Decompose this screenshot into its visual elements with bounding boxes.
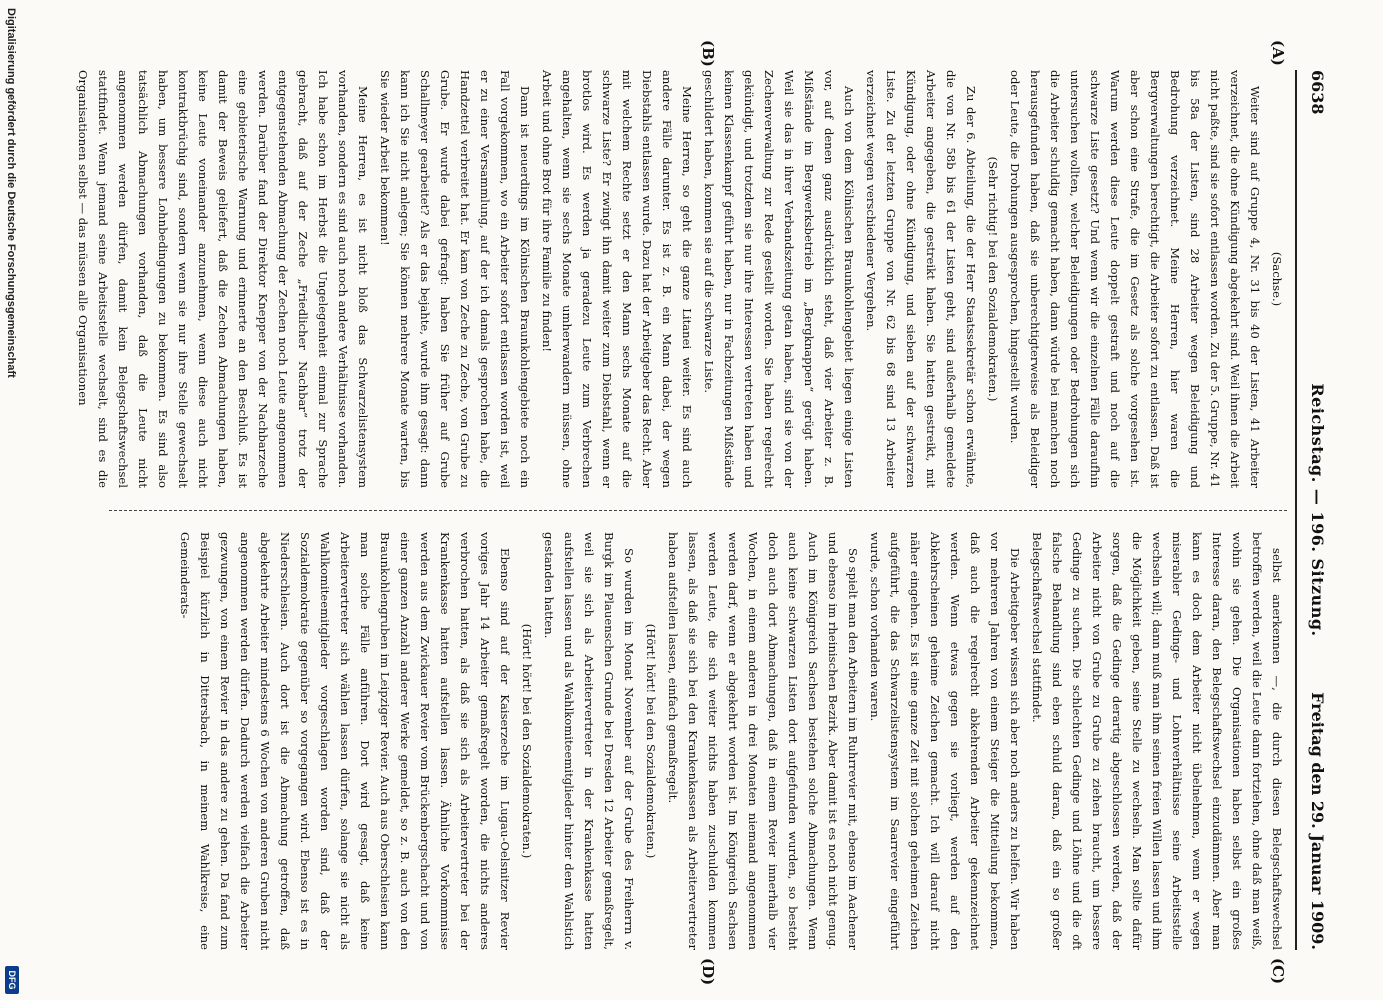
paragraph: Meine Herren, so geht die ganze Litanei weiter. Es sind auch andere Fälle darunter. Es ist z. B. ein Mann dabei, der wegen Diebstahls entlassen wurde. Dazu hat der Arbeitgeber das Recht. Aber mit welchem Rechte setzt er den Mann sechs Monate auf die schwarze Liste? Er zwingt ihn damit weiter zum Diebstahl, wenn er brotlos wird. Es werden ja geradezu Leute zum Verbrechen angehalten, wenn sie sechs Monate umherwandern müssen, ohne Arbeit und ohne Brot für ihre Familie zu finden! — [540, 70, 694, 488]
page-footer — [1, 0, 19, 1000]
paragraph: selbst anerkennen —, die durch diesen Belegschaftswechsel betroffen werden, weil die Leute dann fortziehen, ohne daß man weiß, wohin sie gehen. Die Organisationen haben selbst ein großes Interesse daran, den Belegschaftswechsel einzudämmen. Aber man kann es doch dem Arbeiter nicht übelnehmen, wenn er wegen miserabler Gedinge- und Lohnverhältnisse seine Arbeitsstelle wechseln will; dann muß man ihm seinen freien Willen lassen und ihm die Möglichkeit geben, seine Stelle zu wechseln. Man sollte dafür sorgen, daß die Gedinge derartig abgeschlossen werden, daß der Arbeiter nicht von Grube zu Grube zu ziehen braucht, um bessere Gedinge zu suchen. Die schlechten Gedinge und Löhne und die oft falsche Behandlung sind eben schuld daran, daß ein so großer Belegschaftswechsel stattfindet. — [1030, 532, 1284, 950]
paragraph: Meine Herren, es ist nicht bloß das Schwarzelistensystem vorhanden, sondern es sind auch noch andere Verhältnisse vorhanden. Ich habe schon im Herbst die Ungelegenheit einmal zur Sprache gebracht, daß auf der Zeche „Friedlicher Nachbar“ trotz der entgegenstehenden Abmachung der Zechen noch Leute angenommen werden. Darüber fand der Direktor Knepper von der Nachbarzeche eine gebieterische Warnung und erinnerte an den Beschluß. Es ist damit der Beweis geliefert, daß die Zechen Abmachungen haben, keine Leute voneinander anzunehmen, wenn diese auch nicht kontraktbrüchig sind, sondern wenn sie nur ihre Stelle gewechselt haben, um bessere Lohnbedingungen zu bekommen. Es sind also tatsächlich Abmachungen vorhanden, daß die Leute nicht angenommen werden dürfen, damit kein Belegschaftswechsel stattfindet. Wenn jemand seine Arbeitsstelle wechselt, sind es die Organisationen selbst — das müssen alle Organisationen — [76, 70, 370, 488]
session-date: Freitag den 29. Januar 1909. — [1308, 692, 1327, 950]
margin-marker-b: (B) — [699, 40, 717, 67]
paragraph: Die Arbeitgeber wissen sich aber noch anders zu helfen. Wir haben vor mehreren Jahren von einem Steiger die Mitteilung bekommen, daß auch die regelrecht abkehrenden Arbeiter gekennzeichnet werden. Wenn etwas gegen sie vorliegt, werden auf den Abkehrscheinen geheime Zeichen gemacht. Ich will darauf nicht näher eingehen. Es ist eine ganze Zeit mit solchen geheimen Zeichen aufgeführt, die das Schwarzelistensystem im Saarrevier eingeführt wurde, schon vorhanden waren. — [868, 532, 1022, 950]
paragraph: Zu der 6. Abteilung, die der Herr Staatssekretär schon erwähnte, die von Nr. 58b bis 61 der Listen geht, sind außerhalb gemeldete Arbeiter angegeben, die gestreikt haben. Sie hatten gestreikt, mit Kündigung, oder ohne Kündigung, und sieben auf der schwarzen Liste. Zu der letzten Gruppe von Nr. 62 bis 68 sind 13 Arbeiter verzeichnet wegen verschiedener Vergehen. — [864, 70, 978, 488]
paragraph: Weiter sind auf Gruppe 4, Nr. 31 bis 40 der Listen, 41 Arbeiter verzeichnet, die ohne Kündigung abgekehrt sind. Weil ihnen die Arbeit nicht paßte, sind sie sofort entlassen worden. Zu der 5. Gruppe, Nr. 41 bis 58a der Listen, sind 28 Arbeiter wegen Beleidigung und Bedrohung verzeichnet. Meine Herren, hier waren die Bergverwaltungen berechtigt, die Arbeiter sofort zu entlassen. Daß ist aber schon eine Strafe, die im Gesetz als solche vorgesehen ist. Warum werden diese Leute doppelt gestraft und noch auf die schwarze Liste gesetzt? Und wenn wir die einzelnen Fälle daraufhin untersuchen wollten, welcher Beleidigungen oder Bedrohungen sich die Arbeiter schuldig gemacht haben, dann würde bei manchen noch herausgefunden haben, daß sie unberechtigterweise als Beleidiger oder Leute, die Drohungen ausgesprochen, hingestellt wurden. — [1008, 70, 1262, 488]
right-column — [109, 532, 1287, 950]
margin-marker-d: (D) — [699, 958, 717, 986]
session-title: Reichstag. — 196. Sitzung. — [1308, 383, 1327, 637]
paragraph: Ebenso sind auf der Kaiserzeche im Lugau-Oelsnitzer Revier voriges Jahr 14 Arbeiter gemaßregelt worden, die nichts anderes verbrochen hatten, als daß sie sich als Arbeitervertreter bei der Krankenkasse hatten aufstellen lassen. Ähnliche Vorkommnisse werden aus dem Zwickauer Revier vom Brückenbergschacht und von einer ganzen Anzahl anderer Werke gemeldet, so z. B. auch von den Braunkohlengruben im Leipziger Revier. Auch aus Oberschlesien kann man solche Fälle anführen. Dort wird gesagt, daß keine Arbeitervertreter sich wählen lassen dürfen, solange sie nicht als Wahlkomiteemitglieder vorgeschlagen worden sind, daß der Sozialdemokratie gegenüber so vorgegangen wird. Ebenso ist es in Niederschlesien. Auch dort ist die Abmachung getroffen, daß abgekehrte Arbeiter mindestens 6 Wochen von anderen Gruben nicht angenommen werden dürfen. Dadurch werden vielfach die Arbeiter gezwungen, von einem Revier in das andere zu gehen. Da fand zum Beispiel kürzlich in Dittersbach, in meinem Wahlkreise, eine Gemeinderats- — [178, 532, 512, 950]
dfg-logo: DFG — [5, 966, 19, 994]
interjection: (Hört! hört! bei den Sozialdemokraten.) — [644, 623, 658, 859]
digitization-credit: Digitalisierung gefördert durch die Deutsche Forschungsgemeinschaft — [5, 8, 17, 378]
interjection: (Hört! hört! bei den Sozialdemokraten.) — [520, 623, 534, 859]
margin-marker-a: (A) — [1269, 40, 1287, 66]
speaker-name: (Sachse.) — [1270, 251, 1284, 307]
margin-marker-c: (C) — [1269, 958, 1287, 985]
column-divider — [109, 510, 1287, 511]
page-header — [1303, 70, 1327, 950]
paragraph: So spielt man den Arbeitern im Ruhrrevier mit, ebenso im Aachener und ebenso im rheinischen Bezirk. Aber damit ist es noch nicht genug. Auch im Königreich Sachsen bestehen solche Abmachungen. Wenn auch keine schwarzen Listen dort aufgefunden wurden, so besteht doch auch dort Abmachungen, daß in einem Revier innerhalb vier Wochen, in einem anderen in drei Monaten niemand angenommen werden darf, wenn er abgekehrt worden ist. Im Königreich Sachsen werden Leute, die sich weiter nichts haben zuschulden kommen lassen, als daß sie sich bei den Krankenkassen als Arbeitervertreter haben aufstellen lassen, einfach gemaßregelt. — [666, 532, 860, 950]
paragraph: So wurden im Monat November auf der Grube des Freiherrn v. Burgk im Plauenschen Grunde bei Dresden 12 Arbeiter gemaßregelt, weil sie sich als Arbeitervertreter in der Krankenkasse hatten aufstellen lassen und als Wahlkomiteemitglieder hinter dem Wahlstich gestanden hatten. — [542, 532, 636, 950]
page-number: 6638 — [1308, 70, 1327, 115]
paragraph: Dann ist neuerdings im Kölnischen Braunkohlengebiete noch ein Fall vorgekommen, wo ein Arbeiter sofort entlassen worden ist, weil er zu einer Versammlung, auf der ich damals gesprochen habe, die Handzettel verbreitet hat. Er kam von Zeche zu Zeche, von Grube zu Grube. Er wurde dabei gefragt: haben Sie früher auf Grube Schallmeyer gearbeitet? Als er das bejahte, wurde ihm gesagt: dann kann ich Sie nicht anlegen; Sie können mehrere Monate warten, bis Sie wieder Arbeit bekommen! — [378, 70, 532, 488]
paragraph: Auch von dem Kölnischen Braunkohlengebiet liegen einige Listen vor, auf denen ganz ausdrücklich steht, daß vier Arbeiter z. B. Mißstände im Bergwerksbetrieb im „Bergknappen“ gerügt haben. Weil sie das in ihrer Verbandszeitung getan haben, sind sie von der Zechenverwaltung zur Rede gestellt worden. Sie haben regelrecht gekündigt, und trotzdem sie nur ihre Interessen vertreten haben und keinen Klassenkampf geführt haben, nur in Fachzeitungen Mißstände geschildert haben, kommen sie auf die schwarze Liste. — [702, 70, 856, 488]
interjection: (Sehr richtig! bei den Sozialdemokraten.) — [986, 156, 1000, 402]
left-column — [76, 70, 1287, 488]
header-rule — [1295, 70, 1297, 950]
